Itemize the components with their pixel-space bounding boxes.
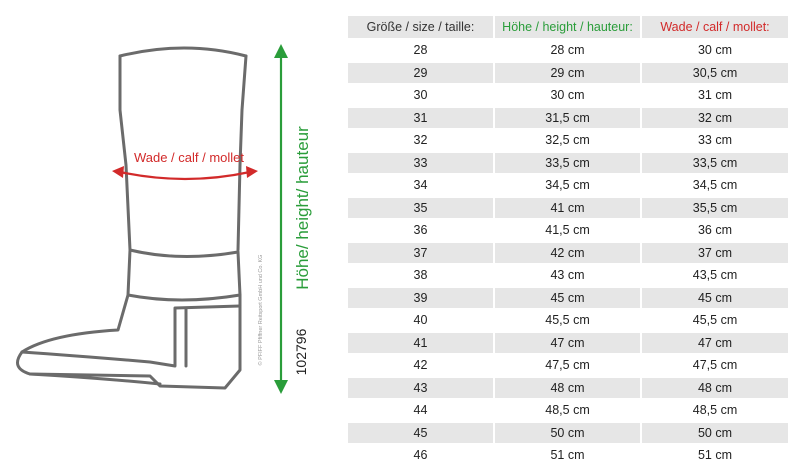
cell-size: 37 (348, 243, 493, 264)
table-row (348, 198, 788, 219)
table-row (348, 378, 788, 399)
boot-outline (18, 48, 247, 388)
cell-height: 45,5 cm (545, 313, 590, 328)
copyright-text: © PFIFF Pfiffner Reitsport GmbH und Co. KG (258, 254, 264, 366)
cell-calf: 48,5 cm (692, 403, 738, 418)
cell-size: 36 (413, 223, 428, 238)
cell-size: 43 (348, 378, 493, 399)
cell-height: 47,5 cm (545, 358, 590, 373)
cell-height: 48,5 cm (545, 403, 590, 418)
cell-calf: 31 cm (697, 88, 733, 103)
calf-label: Wade / calf / mollet (133, 150, 245, 165)
cell-height: 34,5 cm (545, 178, 590, 193)
table-row (348, 130, 788, 151)
cell-calf: 33,5 cm (642, 153, 788, 174)
cell-size: 41 (348, 333, 493, 354)
table-row (348, 400, 788, 421)
cell-calf: 37 cm (642, 243, 788, 264)
cell-height: 32,5 cm (545, 133, 590, 148)
cell-size: 35 (348, 198, 493, 219)
cell-height: 47 cm (495, 333, 640, 354)
table-row (348, 355, 788, 376)
table-row (348, 445, 788, 466)
table-row (348, 243, 788, 264)
cell-calf: 50 cm (642, 423, 788, 444)
cell-height: 28 cm (550, 43, 585, 58)
cell-size: 32 (413, 133, 428, 148)
boot-diagram (0, 0, 340, 441)
table-row (348, 85, 788, 106)
cell-size: 44 (413, 403, 428, 418)
cell-height: 41,5 cm (545, 223, 590, 238)
cell-calf: 30 cm (697, 43, 733, 58)
height-measure-arrow (274, 44, 288, 394)
cell-height: 45 cm (495, 288, 640, 309)
table-row (348, 265, 788, 286)
cell-size: 39 (348, 288, 493, 309)
cell-height: 30 cm (550, 88, 585, 103)
cell-height: 50 cm (495, 423, 640, 444)
cell-size: 42 (413, 358, 428, 373)
header-calf: Wade / calf / mollet: (642, 16, 788, 38)
cell-calf: 45 cm (642, 288, 788, 309)
cell-calf: 30,5 cm (642, 63, 788, 84)
cell-size: 46 (413, 448, 428, 463)
cell-size: 45 (348, 423, 493, 444)
size-rows (348, 40, 788, 466)
cell-height: 29 cm (495, 63, 640, 84)
cell-calf: 45,5 cm (692, 313, 738, 328)
cell-size: 34 (413, 178, 428, 193)
table-header-row (348, 16, 788, 38)
cell-height: 33,5 cm (495, 153, 640, 174)
size-table (346, 14, 790, 468)
cell-size: 31 (348, 108, 493, 129)
height-label: Höhe/ height/ hauteur (293, 126, 312, 290)
header-height: Höhe / height / hauteur: (495, 16, 640, 38)
cell-height: 48 cm (495, 378, 640, 399)
table-row (348, 220, 788, 241)
cell-height: 43 cm (550, 268, 585, 283)
cell-calf: 51 cm (697, 448, 733, 463)
cell-calf: 34,5 cm (692, 178, 738, 193)
cell-calf: 35,5 cm (642, 198, 788, 219)
article-number: 102796 (293, 328, 309, 376)
cell-size: 30 (413, 88, 428, 103)
table-row (348, 288, 788, 309)
table-row (348, 423, 788, 444)
cell-calf: 47,5 cm (692, 358, 738, 373)
cell-size: 38 (413, 268, 428, 283)
table-row (348, 40, 788, 61)
cell-calf: 48 cm (642, 378, 788, 399)
cell-calf: 47 cm (642, 333, 788, 354)
table-row (348, 310, 788, 331)
table-row (348, 153, 788, 174)
cell-calf: 36 cm (697, 223, 733, 238)
cell-height: 41 cm (495, 198, 640, 219)
calf-measure-arrow (112, 166, 258, 179)
cell-calf: 32 cm (642, 108, 788, 129)
cell-size: 40 (413, 313, 428, 328)
cell-calf: 33 cm (697, 133, 733, 148)
cell-height: 51 cm (550, 448, 585, 463)
cell-calf: 43,5 cm (692, 268, 738, 283)
table-row (348, 175, 788, 196)
table-row (348, 108, 788, 129)
table-row (348, 333, 788, 354)
cell-size: 29 (348, 63, 493, 84)
cell-size: 28 (413, 43, 428, 58)
header-size: Größe / size / taille: (348, 16, 493, 38)
cell-size: 33 (348, 153, 493, 174)
cell-height: 42 cm (495, 243, 640, 264)
table-row (348, 63, 788, 84)
cell-height: 31,5 cm (495, 108, 640, 129)
